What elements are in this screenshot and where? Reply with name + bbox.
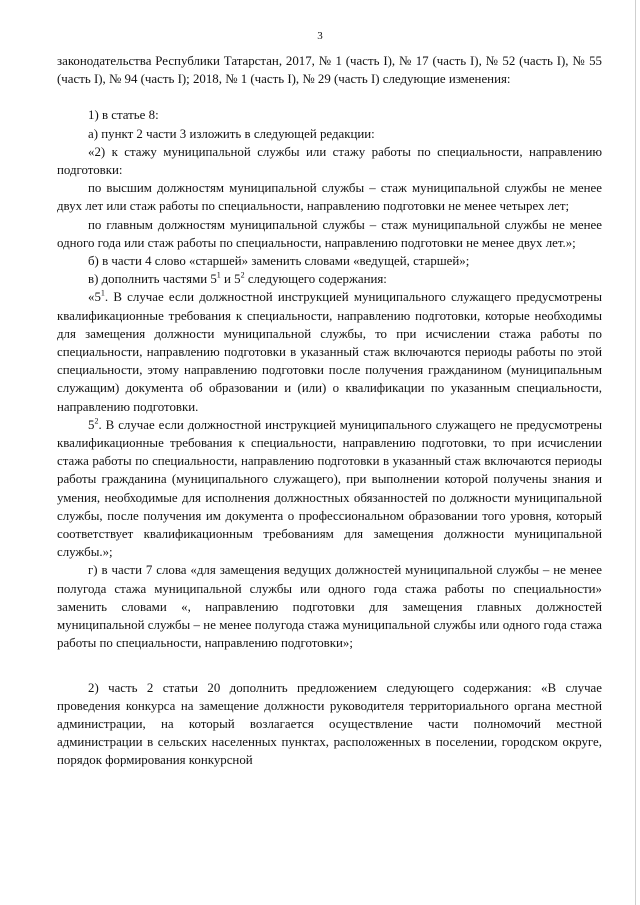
article-8-item-a-point-2: «2) к стажу муниципальной службы или стажу работы по специальности, направлению подготовки: xyxy=(57,144,602,178)
superscript: 1 xyxy=(216,270,221,280)
page-edge-line xyxy=(635,0,636,905)
superscript: 2 xyxy=(240,270,245,280)
intro-paragraph: законодательства Республики Татарстан, 2017, № 1 (часть I), № 17 (часть I), № 52 (часть I), № 55 (часть I), № 94 (часть I); 2018, № 1 (часть I), № 29 (часть I) следующие изменения: xyxy=(57,54,602,87)
superscript: 1 xyxy=(100,289,105,299)
part-5-2-paragraph: $5^2$. В случае если должностной инструкцией муниципального служащего не предусмотрены квалификационные требования к специальности, направлению подготовки, то при исчислении стажа работы по специальности, направлению подготовки в указанный стаж включаются периоды работы гражданина (муниципального служащего), при выполнении которой получены знания и умения, необходимые для исполнения должностных обязанностей по должности муниципальной службы, после получения им документа о профессиональном образовании того уровня, который соответствует квалификационным требованиям для замещения должности муниципальной службы.»; xyxy=(57,416,602,560)
document-body xyxy=(57,52,602,770)
page-number: 3 xyxy=(317,30,323,42)
article-20-paragraph: 2) часть 2 статьи 20 дополнить предложением следующего содержания: «В случае проведения конкурса на замещение должности руководителя территориального органа местной администрации, на который возлагается осуществление части полномочий местной администрации в сельских населенных пунктах, расположенных в поселении, городском округе, порядок формирования конкурсной xyxy=(57,680,602,768)
part-5-1-paragraph: «$5^1$. В случае если должностной инструкцией муниципального служащего предусмотрены квалификационные требования к специальности, направлению подготовки, которые необходимы для замещения должности муниципальной службы, то при исчислении стажа работы по специальности, направлению подготовки в указанный стаж включаются периоды работы по этой специальности, этому направлению подготовки после получения гражданином (муниципальным служащим) документа об образовании и (или) о квалификации по указанным специальности, направлению подготовки. xyxy=(57,289,602,414)
article-8-item-v: в) дополнить частями $5^1$ и $5^2$ следующего содержания: xyxy=(88,270,387,287)
article-8-item-g: г) в части 7 слова «для замещения ведущих должностей муниципальной службы – не менее полугода стажа муниципальной службы или одного года стажа работы по специальности» заменить словами «, направлению подготовки для замещения главных должностей муниципальной службы – не менее полугода стажа муниципальной службы или одного года стажа работы по специальности, направлению подготовки»; xyxy=(57,563,602,651)
article-8-item-a-higher-posts: по высшим должностям муниципальной службы – стаж муниципальной службы не менее двух лет или стаж работы по специальности, направлению подготовки не менее четырех лет; xyxy=(57,181,602,214)
article-8-heading: 1) в статье 8: xyxy=(88,108,159,123)
superscript: 2 xyxy=(94,416,99,426)
article-8-item-b: б) в части 4 слово «старшей» заменить словами «ведущей, старшей»; xyxy=(88,254,470,269)
article-8-item-a: а) пункт 2 части 3 изложить в следующей редакции: xyxy=(88,126,375,141)
article-8-item-a-main-posts: по главным должностям муниципальной службы – стаж муниципальной службы не менее одного года или стаж работы по специальности, направлению подготовки не менее двух лет.»; xyxy=(57,217,602,250)
